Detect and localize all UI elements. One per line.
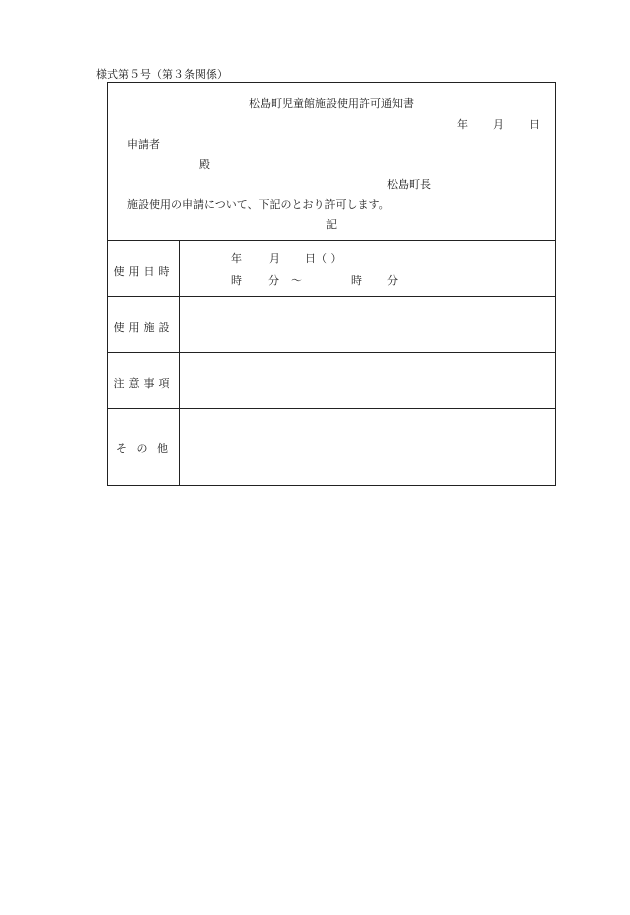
usage-year-label: 年 xyxy=(231,252,242,265)
usage-day-weekday-label: 日（ ） xyxy=(305,252,342,265)
start-minute-label: 分 xyxy=(268,274,279,287)
permit-notice-form xyxy=(107,82,556,486)
form-title: 松島町児童館施設使用許可通知書 xyxy=(249,97,414,110)
start-hour-label: 時 xyxy=(231,274,242,287)
issuer-mayor: 松島町長 xyxy=(387,178,431,191)
form-number: 様式第５号（第３条関係） xyxy=(96,68,228,81)
honorific-dono: 殿 xyxy=(199,158,210,171)
label-column-divider xyxy=(179,240,180,485)
usage-facility-label: 使用施設 xyxy=(113,321,174,334)
usage-datetime-label: 使用日時 xyxy=(113,265,174,278)
notes-label: 注意事項 xyxy=(113,377,174,390)
other-label: そ の 他 xyxy=(116,442,171,455)
ki-heading: 記 xyxy=(326,218,337,231)
range-tilde: ～ xyxy=(291,274,302,287)
date-year-label: 年 xyxy=(457,118,468,131)
date-day-label: 日 xyxy=(529,118,540,131)
applicant-label: 申請者 xyxy=(127,138,160,151)
usage-month-label: 月 xyxy=(269,252,280,265)
row-divider-2 xyxy=(108,352,555,353)
permit-statement: 施設使用の申請について、下記のとおり許可します。 xyxy=(127,198,390,211)
date-month-label: 月 xyxy=(493,118,504,131)
row-divider-1 xyxy=(108,296,555,297)
row-divider-3 xyxy=(108,408,555,409)
end-minute-label: 分 xyxy=(387,274,398,287)
table-top-border xyxy=(108,240,555,241)
end-hour-label: 時 xyxy=(351,274,362,287)
